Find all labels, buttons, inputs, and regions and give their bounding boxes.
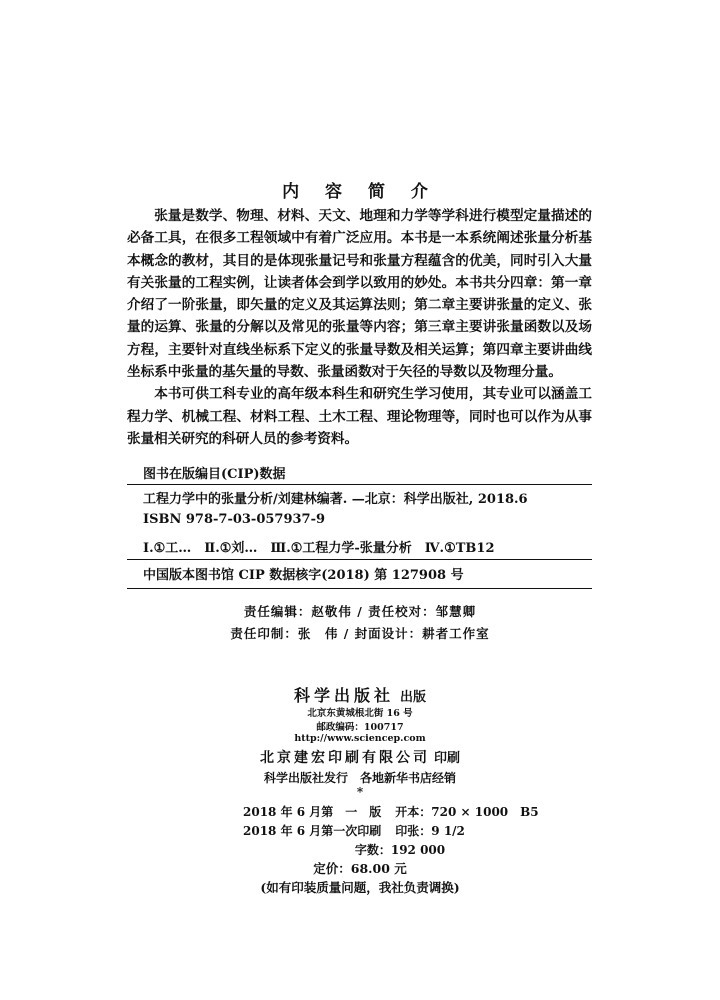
edition: 2018 年 6 月第 一 版 [243,805,382,819]
publisher-postcode: 邮政编码：100717 [316,722,404,733]
distribution-line: 科学出版社发行 各地新华书店经销 [263,771,456,785]
word-count: 字数：192 000 [354,843,446,857]
summary-paragraph-2: 本书可供工科专业的高年级本科生和研究生学习使用，其专业可以涵盖工程力学、机械工程、材料工程、土木工程、理论物理等，同时也可以作为从事张量相关研究的科研人员的参考资料。 [127,386,592,447]
summary-paragraph-1: 张量是数学、物理、材料、天文、地理和力学等学科进行模型定量描述的必备工具，在很多工程领域中有着广泛应用。本书是一本系统阐述张量分析基本概念的教材，其目的是体现张量记号和张量方程蕴含的优美，同时引入大量有关张量的工程实例，让读者体会到学以致用的妙处。本书共分四章：第一章介绍了一阶张量，即矢量的定义及其运算法则；第二章主要讲张量的定义、张量的运算、张量的分解以及常见的张量等内容；第三章主要讲张量函数以及场方程，主要针对直线坐标系下定义的张量导数及相关运算；第四章主要讲曲线坐标系中张量的基矢量的导数、张量函数对于矢径的导数以及物理分量。 [127,208,592,381]
book-summary [127,205,592,450]
page-title: 内 容 简 介 [282,182,438,202]
publisher-line [0,683,720,706]
separator-star: * [356,785,364,799]
edition-line [243,803,539,820]
cip-title: 图书在版编目(CIP)数据 [143,467,286,482]
publisher-suffix: 出版 [400,690,427,705]
format: 开本：720 × 1000 B5 [395,805,539,819]
price: 定价：68.00 元 [313,861,407,876]
cip-rule-3 [127,588,592,589]
publisher-address: 北京东黄城根北街 16 号 [307,708,413,719]
cip-line-1: 工程力学中的张量分析/刘建林编著. —北京：科学出版社, 2018.6 [143,492,528,507]
printing-line [243,822,465,839]
sheets: 印张：9 1/2 [395,824,465,838]
cip-line-4: 中国版本图书馆 CIP 数据核字(2018) 第 127908 号 [143,568,464,583]
cip-line-2: ISBN 978-7-03-057937-9 [143,512,326,527]
cip-line-3: Ⅰ.①工… Ⅱ.①刘… Ⅲ.①工程力学-张量分析 Ⅳ.①TB12 [143,541,495,556]
publisher-website: http://www.sciencep.com [294,733,426,744]
publisher-name: 科学出版社 [293,686,394,705]
printer-name: 北京建宏印刷有限公司 [259,750,430,766]
printing: 2018 年 6 月第一次印刷 [243,824,382,838]
staff-editors: 责任编辑：赵敬伟 / 责任校对：邹慧卿 [243,604,477,619]
quality-notice: (如有印装质量问题，我社负责调换) [260,880,460,895]
staff-production: 责任印制：张 伟 / 封面设计：耕者工作室 [230,626,490,641]
printer-suffix: 印刷 [433,751,460,766]
cip-rule-2 [127,559,592,560]
printer-line [0,747,720,767]
cip-rule-1 [127,484,592,485]
